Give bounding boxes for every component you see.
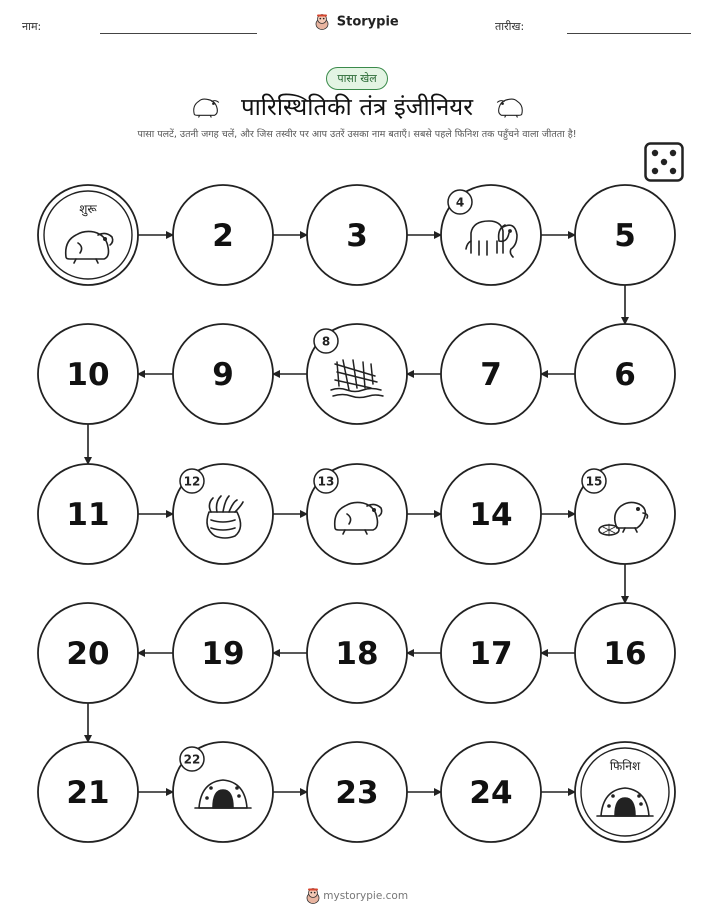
space-number: 22	[183, 752, 201, 767]
finish-label: फिनिश	[609, 759, 641, 773]
board-space-20[interactable]	[38, 603, 138, 703]
brand-name: Storypie	[336, 14, 399, 30]
game-type-badge: पासा खेल	[326, 67, 388, 90]
space-number: 8	[321, 334, 331, 349]
storypie-logo-icon	[306, 888, 320, 904]
board-space-19[interactable]	[173, 603, 273, 703]
space-circle	[38, 185, 138, 285]
space-number: 18	[335, 636, 379, 672]
space-number: 24	[469, 775, 513, 811]
board-space-1[interactable]	[38, 185, 138, 285]
instructions: पासा पलटें, उतनी जगह चलें, और जिस तस्वीर पर आप उतरें उसका नाम बताएँ। सबसे पहले फिनिश तक पहुँचने वाला जीतता है!	[137, 129, 577, 140]
space-number: 15	[585, 474, 603, 489]
space-circle	[575, 742, 675, 842]
board-space-6[interactable]	[575, 324, 675, 424]
board-space-15[interactable]	[575, 464, 675, 564]
board-space-9[interactable]	[173, 324, 273, 424]
footer	[0, 888, 714, 904]
start-label: शुरू	[79, 202, 97, 216]
board-space-11[interactable]	[38, 464, 138, 564]
space-number: 2	[212, 218, 234, 254]
name-label: नाम:	[22, 20, 42, 33]
board-space-25[interactable]	[575, 742, 675, 842]
space-number: 20	[66, 636, 110, 672]
board-space-12[interactable]	[173, 464, 273, 564]
space-number: 7	[480, 357, 502, 393]
space-number: 12	[183, 474, 201, 489]
board-space-14[interactable]	[441, 464, 541, 564]
space-number: 3	[346, 218, 368, 254]
footer-url: mystorypie.com	[323, 890, 409, 902]
space-number: 4	[455, 195, 465, 210]
board-space-18[interactable]	[307, 603, 407, 703]
space-number: 9	[212, 357, 234, 393]
space-number: 6	[614, 357, 636, 393]
board-space-16[interactable]	[575, 603, 675, 703]
space-number: 23	[335, 775, 379, 811]
board-space-3[interactable]	[307, 185, 407, 285]
board-space-21[interactable]	[38, 742, 138, 842]
space-number: 11	[66, 497, 110, 533]
board-space-22[interactable]	[173, 742, 273, 842]
space-number: 16	[603, 636, 647, 672]
board-space-2[interactable]	[173, 185, 273, 285]
board-space-24[interactable]	[441, 742, 541, 842]
date-label: तारीख:	[495, 20, 525, 33]
board-space-8[interactable]	[307, 324, 407, 424]
board-space-17[interactable]	[441, 603, 541, 703]
board-space-13[interactable]	[307, 464, 407, 564]
board-space-7[interactable]	[441, 324, 541, 424]
board-space-5[interactable]	[575, 185, 675, 285]
space-number: 17	[469, 636, 513, 672]
space-number: 5	[614, 218, 636, 254]
space-number: 21	[66, 775, 110, 811]
board-space-10[interactable]	[38, 324, 138, 424]
board-space-23[interactable]	[307, 742, 407, 842]
board-space-4[interactable]	[441, 185, 541, 285]
space-number: 10	[66, 357, 110, 393]
page-title: पारिस्थितिकी तंत्र इंजीनियर	[240, 93, 474, 121]
space-number: 13	[317, 474, 335, 489]
space-number: 19	[201, 636, 245, 672]
space-number: 14	[469, 497, 513, 533]
